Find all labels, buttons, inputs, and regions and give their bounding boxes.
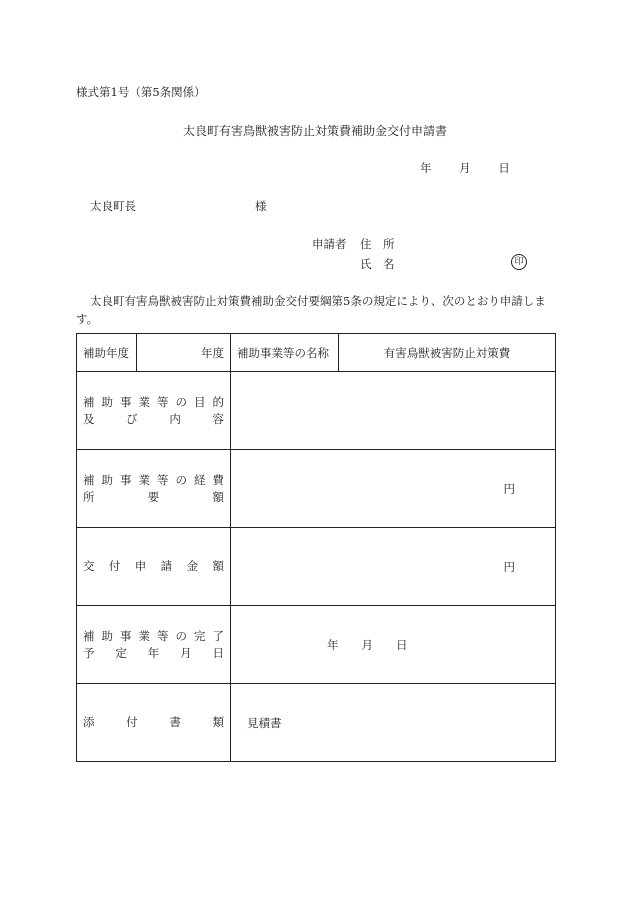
purpose-char: 及 xyxy=(83,411,95,426)
cost-char: 所 xyxy=(83,489,95,504)
date-year-label: 年 xyxy=(420,161,432,175)
document-title: 太良町有害鳥獣被害防止対策費補助金交付申請書 xyxy=(182,124,447,138)
attachment-char: 書 xyxy=(169,715,181,729)
purpose-char: 等 xyxy=(157,394,169,409)
project-name-label: 補助事業等の名称 xyxy=(231,334,339,372)
completion-char: 事 xyxy=(120,628,132,643)
cost-char: の xyxy=(175,472,187,487)
completion-char: 等 xyxy=(157,628,169,643)
grant-char: 金 xyxy=(186,559,199,573)
body-text: 太良町有害鳥獣被害防止対策費補助金交付要綱第5条の規定により、次のとおり申請します。 xyxy=(76,294,546,326)
completion-char: 完 xyxy=(194,628,206,643)
table-row-cost xyxy=(77,450,556,528)
cost-char: 要 xyxy=(147,489,160,504)
grant-char: 付 xyxy=(108,559,121,573)
table-row-header xyxy=(77,334,556,372)
purpose-char: 容 xyxy=(212,411,224,426)
completion-label xyxy=(77,606,231,684)
application-table xyxy=(76,333,556,762)
purpose-char: の xyxy=(175,394,187,409)
completion-date: 年 月 日 xyxy=(327,637,408,652)
grant-char: 請 xyxy=(160,559,173,573)
completion-char: 年 xyxy=(147,645,160,660)
fiscal-year-unit: 年度 xyxy=(201,345,224,360)
project-name-value: 有害鳥獣被害防止対策費 xyxy=(339,334,556,372)
name-label: 氏 名 xyxy=(360,257,395,271)
purpose-field[interactable] xyxy=(231,372,556,450)
applicant-label: 申請者 xyxy=(312,237,347,251)
date-month-label: 月 xyxy=(459,161,471,175)
purpose-label xyxy=(77,372,231,450)
cost-char: 補 xyxy=(83,472,95,487)
cost-char: 助 xyxy=(101,472,113,487)
purpose-char: 的 xyxy=(212,394,224,409)
addressee-suffix: 様 xyxy=(255,199,267,213)
completion-char: 日 xyxy=(212,645,224,660)
cost-char: 事 xyxy=(120,472,132,487)
purpose-char: 補 xyxy=(83,394,95,409)
purpose-char: 内 xyxy=(169,411,181,426)
attachment-char: 類 xyxy=(212,715,224,729)
grant-unit: 円 xyxy=(503,559,515,574)
seal-mark: 印 xyxy=(511,254,527,270)
grant-label xyxy=(77,528,231,606)
grant-char: 額 xyxy=(212,559,224,573)
cost-char: 経 xyxy=(194,472,206,487)
cost-char: 費 xyxy=(212,472,224,487)
completion-char: の xyxy=(175,628,187,643)
table-row-grant xyxy=(77,528,556,606)
purpose-char: 業 xyxy=(138,394,150,409)
completion-date-field[interactable] xyxy=(231,606,556,684)
cost-field[interactable] xyxy=(231,450,556,528)
cost-label xyxy=(77,450,231,528)
attachment-char: 添 xyxy=(83,715,95,729)
completion-char: 月 xyxy=(180,645,192,660)
attachment-char: 付 xyxy=(126,715,138,729)
purpose-char: 目 xyxy=(194,394,206,409)
completion-char: 業 xyxy=(138,628,150,643)
attachment-field[interactable] xyxy=(231,684,556,762)
fiscal-year-label: 補助年度 xyxy=(77,334,137,372)
cost-char: 額 xyxy=(212,489,224,504)
completion-char: 了 xyxy=(212,628,224,643)
completion-char: 助 xyxy=(101,628,113,643)
table-row-attachment xyxy=(77,684,556,762)
cost-char: 等 xyxy=(157,472,169,487)
address-label: 住 所 xyxy=(360,237,395,251)
addressee: 太良町長 xyxy=(90,199,136,213)
grant-char: 申 xyxy=(134,559,147,573)
attachment-value: 見積書 xyxy=(247,715,282,730)
fiscal-year-field[interactable] xyxy=(137,334,231,372)
cost-unit: 円 xyxy=(503,481,515,496)
completion-char: 定 xyxy=(115,645,127,660)
purpose-char: び xyxy=(126,411,138,426)
date-line xyxy=(420,160,526,176)
form-number: 様式第1号（第5条関係） xyxy=(76,85,206,99)
completion-char: 補 xyxy=(83,628,95,643)
date-day-label: 日 xyxy=(498,161,510,175)
completion-char: 予 xyxy=(83,645,95,660)
table-row-completion xyxy=(77,606,556,684)
grant-field[interactable] xyxy=(231,528,556,606)
grant-char: 交 xyxy=(83,559,95,573)
table-row-purpose xyxy=(77,372,556,450)
purpose-char: 事 xyxy=(120,394,132,409)
purpose-char: 助 xyxy=(101,394,113,409)
cost-char: 業 xyxy=(138,472,150,487)
attachment-label xyxy=(77,684,231,762)
